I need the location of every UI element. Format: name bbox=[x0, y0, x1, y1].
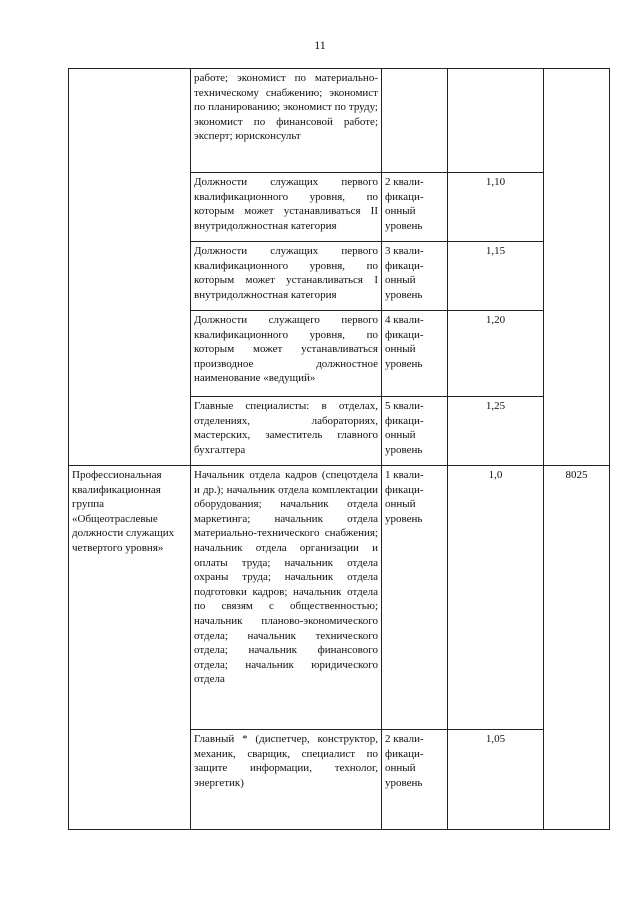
group-cell: Профессиональная квалификационная группа «Общеотраслевые должности служащих четвертого уровня» bbox=[69, 466, 191, 830]
coefficient-cell: 1,0 bbox=[448, 466, 544, 730]
table-row bbox=[69, 69, 610, 173]
positions-cell: Должности служащих первого квалификационного уровня, по которым может устанавливаться I внутридолжностная категория bbox=[191, 242, 382, 311]
positions-cell: Главные специалисты: в отделах, отделениях, лабораториях, мастерских, заместитель главного бухгалтера bbox=[191, 397, 382, 466]
group-cell bbox=[69, 69, 191, 466]
positions-cell: Начальник отдела кадров (спецотдела и др.); начальник отдела комплектации оборудования; начальник отдела маркетинга; начальник отдела материально-технического снабжения; начальник отдела организации и оплаты труда; начальник отдела охраны труда; начальник отдела подготовки кадров; начальник отдела по связям с общественностью; начальник планово-экономического отдела; начальник технического отдела; начальник финансового отдела; начальник юридического отдела bbox=[191, 466, 382, 730]
table-row bbox=[69, 466, 610, 730]
positions-cell: работе; экономист по материально-техническому снабжению; экономист по планированию; экономист по труду; экономист по финансовой работе; эксперт; юрисконсульт bbox=[191, 69, 382, 173]
salary-cell: 8025 bbox=[544, 466, 610, 830]
coefficient-cell: 1,10 bbox=[448, 173, 544, 242]
qualification-table bbox=[68, 68, 610, 830]
coefficient-cell: 1,15 bbox=[448, 242, 544, 311]
level-cell bbox=[382, 69, 448, 173]
level-cell: 3 квали-фикаци-онный уровень bbox=[382, 242, 448, 311]
coefficient-cell: 1,20 bbox=[448, 311, 544, 397]
positions-cell: Должности служащих первого квалификационного уровня, по которым может устанавливаться II внутридолжностная категория bbox=[191, 173, 382, 242]
level-cell: 5 квали-фикаци-онный уровень bbox=[382, 397, 448, 466]
page-number: 11 bbox=[314, 38, 326, 52]
level-cell: 4 квали-фикаци-онный уровень bbox=[382, 311, 448, 397]
salary-cell bbox=[544, 69, 610, 466]
positions-cell: Главный * (диспетчер, конструктор, механик, сварщик, специалист по защите информации, технолог, энергетик) bbox=[191, 730, 382, 830]
coefficient-cell: 1,05 bbox=[448, 730, 544, 830]
positions-cell: Должности служащего первого квалификационного уровня, по которым может устанавливаться производное должностное наименование «ведущий» bbox=[191, 311, 382, 397]
level-cell: 2 квали-фикаци-онный уровень bbox=[382, 730, 448, 830]
level-cell: 1 квали-фикаци-онный уровень bbox=[382, 466, 448, 730]
level-cell: 2 квали-фикаци-онный уровень bbox=[382, 173, 448, 242]
coefficient-cell: 1,25 bbox=[448, 397, 544, 466]
coefficient-cell bbox=[448, 69, 544, 173]
